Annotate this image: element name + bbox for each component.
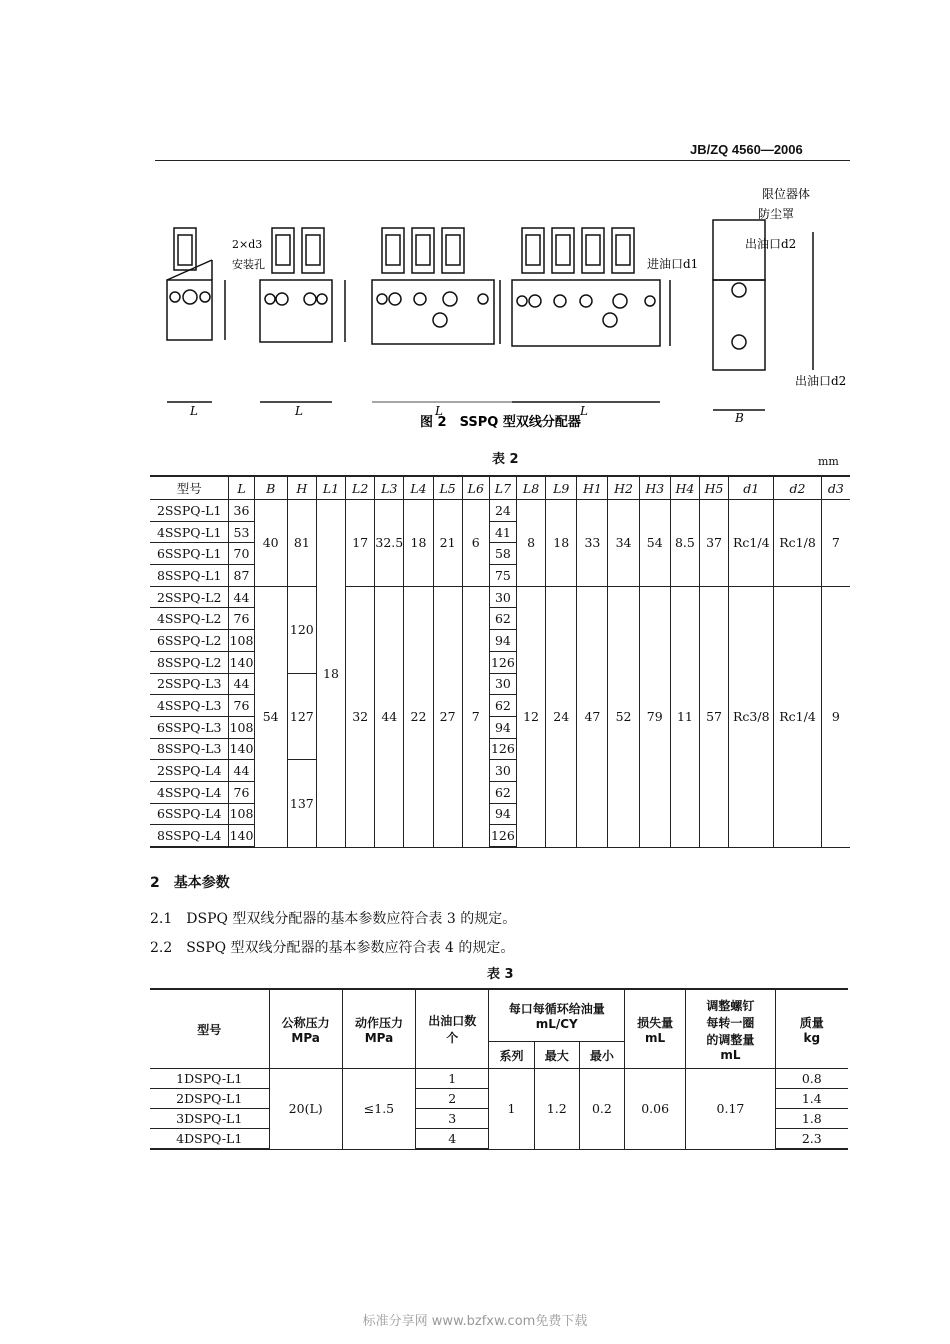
svg-text:L: L xyxy=(295,404,303,418)
table-row: 2DSPQ-L1 2 1.4 xyxy=(150,1089,848,1109)
table-2: 型号 L B H L1 L2 L3 L4 L5 L6 L7 L8 L9 H1 H2 H3 H4 H5 d1 d2 d3 2SSPQ-L1 36 40 81 18 17 32.5 18 21 6 24 8 18 33 34 54 8.5 37 Rc1/4 Rc1/8 7 4SSPQ-L1 53 41 6SSPQ-L1 70 58 8SSPQ-L1 87 75 2SSPQ-L2 44 54 120 32 44 22 27 7 30 12 24 47 52 79 11 57 Rc3/8 Rc1/4 9 4SSPQ-L2 76 62 6SSPQ-L2 108 94 8SSPQ-L2 140 126 2SSPQ-L3 44 127 30 4SSPQ-L3 76 62 6SSPQ-L3 108 94 8SSPQ-L3 140 126 2SSPQ-L4 44 137 30 4SSPQ-L4 76 62 6SSPQ-L4 108 94 8SSPQ-L4 140 126 xyxy=(150,475,850,848)
standard-number: JB/ZQ 4560—2006 xyxy=(690,142,803,157)
fig-label-dust-cover: 防尘罩 xyxy=(758,207,795,221)
table-row: 4SSPQ-L1 53 41 xyxy=(150,521,850,543)
table-row: 6SSPQ-L1 70 58 xyxy=(150,543,850,565)
table-row: 3DSPQ-L1 3 1.8 xyxy=(150,1109,848,1129)
fig-label-inlet: 进油口d1 xyxy=(647,257,699,271)
table-row: 2SSPQ-L4 44 137 30 xyxy=(150,760,850,782)
figure-2-caption: 图 2 SSPQ 型双线分配器 xyxy=(420,415,581,430)
fig-label-limiter: 限位器体 xyxy=(762,187,811,201)
fig-label-outlet: 出油口d2 xyxy=(745,237,797,251)
figure-2-drawing xyxy=(150,180,850,435)
svg-text:L: L xyxy=(435,404,443,418)
table-row: 4SSPQ-L3 76 62 xyxy=(150,695,850,717)
table-row: 2SSPQ-L2 44 54 120 32 44 22 27 7 30 12 24 47 52 79 11 57 Rc3/8 Rc1/4 9 xyxy=(150,586,850,608)
table-row: 4SSPQ-L4 76 62 xyxy=(150,781,850,803)
table-2-title: 表 2 xyxy=(492,452,519,467)
table-row: 1DSPQ-L1 20(L) ≤1.5 1 1 1.2 0.2 0.06 0.17 0.8 xyxy=(150,1069,848,1089)
table-row: 6SSPQ-L2 108 94 xyxy=(150,630,850,652)
table-3-title: 表 3 xyxy=(487,967,514,982)
table-row: 8SSPQ-L3 140 126 xyxy=(150,738,850,760)
fig-label-mount2: 安装孔 xyxy=(232,258,265,271)
table-row: 4DSPQ-L1 4 2.3 xyxy=(150,1129,848,1150)
table-row: 6SSPQ-L4 108 94 xyxy=(150,803,850,825)
svg-text:B: B xyxy=(735,411,744,425)
paragraph-2-2: 2.2 SSPQ 型双线分配器的基本参数应符合表 4 的规定。 xyxy=(150,940,515,956)
paragraph-2-1: 2.1 DSPQ 型双线分配器的基本参数应符合表 3 的规定。 xyxy=(150,911,517,927)
table-row: 8SSPQ-L1 87 75 xyxy=(150,565,850,587)
svg-text:L: L xyxy=(580,404,588,418)
header-rule xyxy=(155,160,850,161)
fig-label-mount: 2×d3 xyxy=(232,238,263,251)
table-row: 8SSPQ-L2 140 126 xyxy=(150,651,850,673)
fig-label-outlet-2: 出油口d2 xyxy=(795,374,847,388)
table-row: 2SSPQ-L1 36 40 81 18 17 32.5 18 21 6 24 8 18 33 34 54 8.5 37 Rc1/4 Rc1/8 7 xyxy=(150,500,850,522)
col-model: 型号 xyxy=(150,476,229,500)
svg-text:L: L xyxy=(190,404,198,418)
table-3: 型号 公称压力 MPa 动作压力 MPa 出油口数 个 每口每循环给油量 mL/CY 损失量 mL 调整螺钉 每转一圈 的调整量 mL 质量 kg 系列 最大 最小 1DSPQ-L1 20(L) ≤1.5 1 1 1.2 0.2 0.06 0.17 0.8 2DSPQ-L1 2 1.4 3DSPQ-L1 3 1.8 4DSPQ-L1 4 2.3 xyxy=(150,988,848,1150)
table-row: 2SSPQ-L3 44 127 30 xyxy=(150,673,850,695)
section-heading: 2 基本参数 xyxy=(150,875,230,891)
table-row: 6SSPQ-L3 108 94 xyxy=(150,716,850,738)
table-row: 8SSPQ-L4 140 126 xyxy=(150,825,850,847)
footer-watermark: 标准分享网 www.bzfxw.com免费下载 xyxy=(362,1314,588,1329)
table-row: 4SSPQ-L2 76 62 xyxy=(150,608,850,630)
table-2-unit: mm xyxy=(818,455,839,468)
